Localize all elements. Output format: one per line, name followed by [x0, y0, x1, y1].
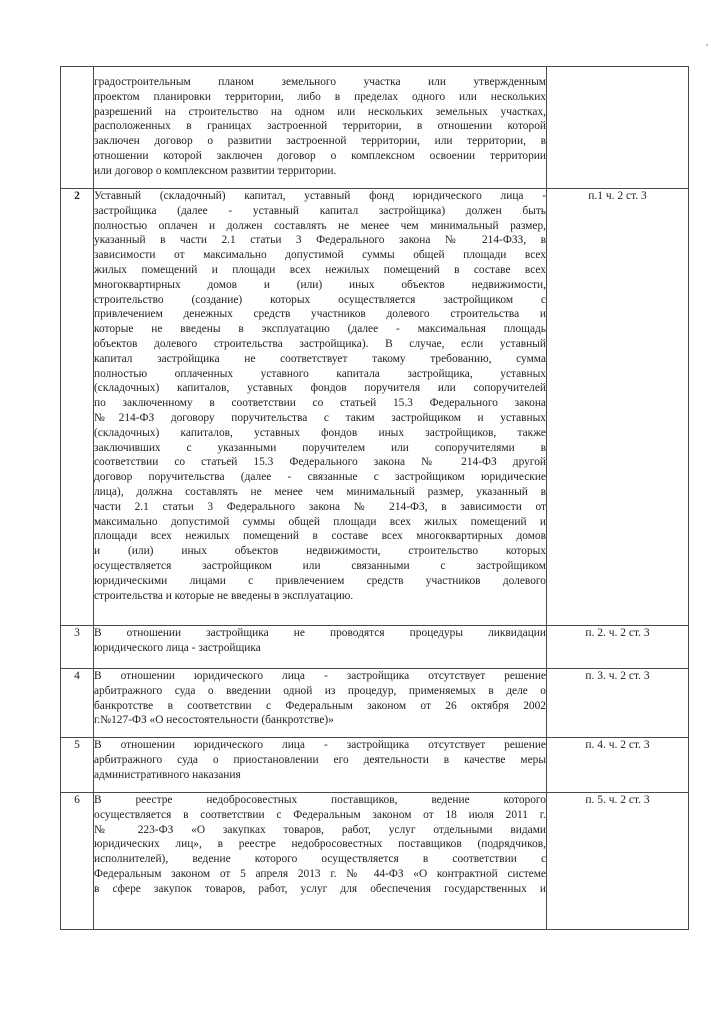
- row-number: [61, 67, 94, 189]
- table-row: [61, 793, 689, 930]
- law-reference: п. 5. ч. 2 ст. 3: [547, 793, 689, 930]
- row-number: 6: [61, 793, 94, 930]
- row-number: 3: [61, 626, 94, 669]
- text-line: и (или) иных объектов недвижимости, строительство которых: [94, 545, 546, 558]
- law-reference: п. 2. ч. 2 ст. 3: [547, 626, 689, 669]
- text-line: проектом планировки территории, либо в пределах одного или нескольких: [94, 90, 546, 103]
- table-row: [61, 189, 689, 626]
- text-line: банкротстве в соответствии с Федеральным законом от 26 октября 2002: [94, 699, 546, 712]
- table-row: [61, 738, 689, 793]
- text-line: части 2.1 статьи 3 Федерального закона № 214-ФЗ, в зависимости от: [94, 500, 546, 513]
- text-line: г.№127-ФЗ «О несостоятельности (банкротстве)»: [94, 714, 334, 727]
- text-line: осуществляется в соответствии с Федеральным законом от 18 июля 2011 г.: [94, 808, 546, 821]
- text-line: объектов долевого строительства застройщика). В случае, если уставный: [94, 337, 546, 350]
- text-line: по заключенному в соответствии со статьей 15.3 Федерального закона: [94, 397, 546, 410]
- text-line: капитал застройщика не соответствует такому требованию, сумма: [94, 352, 546, 365]
- text-line: юридических лиц», в реестре недобросовестных поставщиков (подрядчиков,: [94, 838, 546, 851]
- requirement-text: [94, 189, 547, 626]
- table-row: [61, 669, 689, 738]
- text-line: В отношении юридического лица - застройщика отсутствует решение: [94, 739, 546, 751]
- text-line: (складочных) капиталов, уставных фондов иных застройщиков, также: [94, 426, 546, 439]
- table-row: [61, 626, 689, 669]
- text-line: в сфере закупок товаров, работ, услуг для обеспечения государственных и: [94, 882, 546, 895]
- text-line: заключивших с указанными поручителем или сопоручителями в: [94, 441, 546, 454]
- text-line: договор поручительства (далее - связанные с застройщиком юридические: [94, 471, 546, 484]
- text-line: юридическими лицами с привлечением средств участников долевого: [94, 574, 546, 587]
- requirement-text: [94, 738, 547, 793]
- law-reference: п.1 ч. 2 ст. 3: [547, 189, 689, 626]
- text-line: (складочных) капиталов, уставных фондов поручителя или сопоручителей: [94, 382, 546, 395]
- text-line: строительство (создание) которых осуществляется застройщиком с: [94, 293, 546, 306]
- text-line: застройщика (далее - уставный капитал застройщика) должен быть: [94, 204, 546, 217]
- text-line: расположенных в границах застроенной территории, в отношении которой: [94, 120, 546, 133]
- text-line: лица), должна составлять не менее чем минимальный размер, указанный в: [94, 485, 546, 498]
- requirement-text: [94, 67, 547, 189]
- text-line: максимально допустимой суммы общей площади всех жилых помещений и: [94, 515, 546, 528]
- text-line: многоквартирных домов и (или) иных объектов недвижимости,: [94, 278, 546, 291]
- text-line: полностью оплаченных уставного капитала застройщика, уставных: [94, 367, 546, 380]
- scan-dot: [706, 44, 708, 46]
- text-line: В отношении застройщика не проводятся процедуры ликвидации: [94, 627, 546, 639]
- row-number: 5: [61, 738, 94, 793]
- text-line: которые не введены в эксплуатацию (далее - максимальная площадь: [94, 323, 546, 336]
- requirements-table: [60, 66, 689, 930]
- text-line: осуществляется застройщиком или связанными с застройщиком: [94, 559, 546, 572]
- law-reference: п. 3. ч. 2 ст. 3: [547, 669, 689, 738]
- law-reference: п. 4. ч. 2 ст. 3: [547, 738, 689, 793]
- text-line: административного наказания: [94, 768, 241, 781]
- text-line: юридического лица - застройщика: [94, 641, 261, 654]
- text-line: градостроительным планом земельного участка или утвержденным: [94, 76, 546, 88]
- row-number: 2: [61, 189, 94, 626]
- text-line: привлечением денежных средств участников долевого строительства и: [94, 308, 546, 321]
- text-line: зависимости от максимально допустимой суммы общей площади всех: [94, 249, 546, 262]
- text-line: жилых помещений и площади всех нежилых помещений в составе всех: [94, 263, 546, 276]
- text-line: площади всех нежилых помещений в составе всех многоквартирных домов: [94, 530, 546, 543]
- text-line: № 223-ФЗ «О закупках товаров, работ, услуг отдельными видами: [94, 823, 546, 836]
- text-line: Уставный (складочный) капитал, уставный фонд юридического лица -: [94, 190, 546, 202]
- text-line: заключен договор о развитии застроенной территории, или территории, в: [94, 135, 546, 148]
- text-line: В реестре недобросовестных поставщиков, ведение которого: [94, 794, 546, 806]
- text-line: №214-ФЗ договору поручительства с таким застройщиком и уставных: [94, 411, 546, 424]
- law-reference: [547, 67, 689, 189]
- text-line: или договор о комплексном развитии территории.: [94, 164, 337, 177]
- text-line: арбитражного суда о введении одной из процедур, применяемых в деле о: [94, 684, 546, 697]
- text-line: указанный в части 2.1 статьи 3 Федерального закона № 214-ФЗЗ, в: [94, 234, 546, 247]
- text-line: полностью оплачен и должен составлять не менее чем минимальный размер,: [94, 219, 546, 232]
- text-line: разрешений на строительство на одном или нескольких земельных участках,: [94, 105, 546, 118]
- requirement-text: [94, 793, 547, 930]
- row-number: 4: [61, 669, 94, 738]
- text-line: строительства и которые не введены в эксплуатацию.: [94, 589, 354, 602]
- requirement-text: [94, 669, 547, 738]
- text-line: соответствии со статьей 15.3 Федерального закона № 214-ФЗ другой: [94, 456, 546, 469]
- text-line: исполнителей), ведение которого осуществляется в соответствии с: [94, 853, 546, 866]
- text-line: арбитражного суда о приостановлении его деятельности в качестве меры: [94, 753, 546, 766]
- table-row: [61, 67, 689, 189]
- text-line: отношении которой заключен договор о комплексном освоении территории: [94, 149, 546, 162]
- text-line: В отношении юридического лица - застройщика отсутствует решение: [94, 670, 546, 682]
- text-line: Федеральным законом от 5 апреля 2013 г. № 44-ФЗ «О контрактной системе: [94, 867, 546, 880]
- requirement-text: [94, 626, 547, 669]
